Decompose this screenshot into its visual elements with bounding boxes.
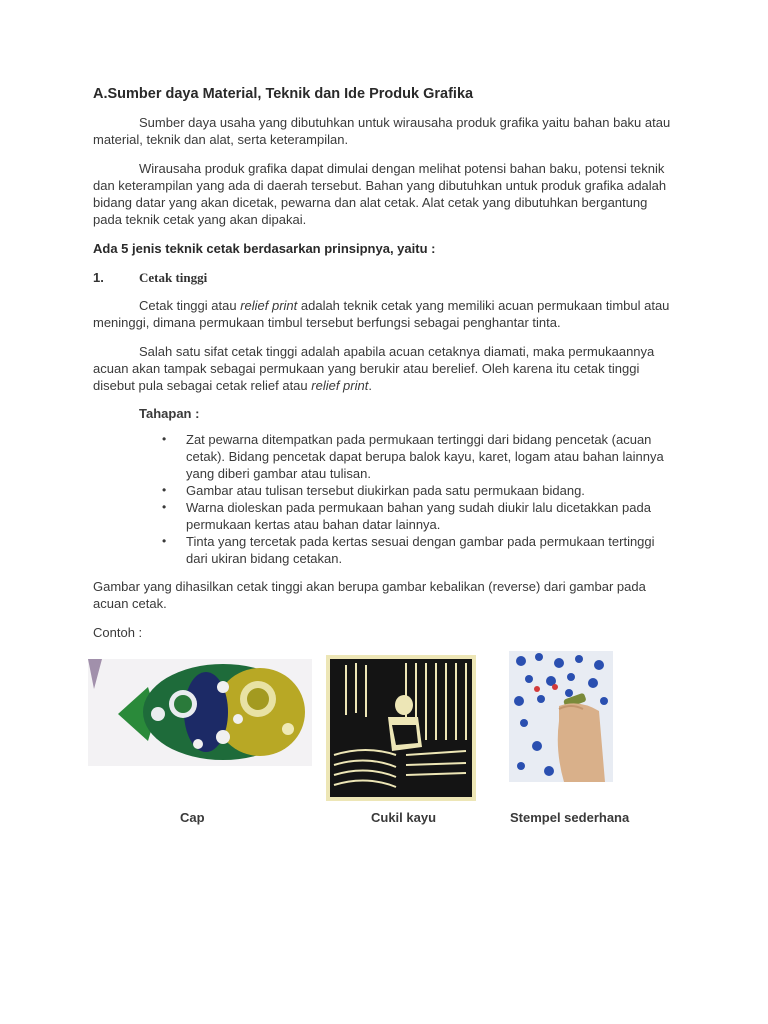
steps-list — [93, 431, 678, 567]
contoh-label: Contoh : — [93, 625, 143, 640]
list-item: • Warna dioleskan pada permukaan bahan yang sudah diukir lalu dicetakkan pada permukaan kertas atau bahan datar lainnya. — [186, 499, 678, 533]
paragraph-sumber-daya: Sumber daya usaha yang dibutuhkan untuk wirausaha produk grafika yaitu bahan baku atau material, teknik dan alat, serta keterampilan. — [93, 115, 671, 147]
list-item: • Zat pewarna ditempatkan pada permukaan tertinggi dari bidang pencetak (acuan cetak). Bidang pencetak dapat berupa balok kayu, karet, logam atau bahan lainnya yang diberi gambar atau tulisan. — [186, 431, 678, 482]
tahapan-label: Tahapan : — [139, 406, 200, 421]
document-page — [93, 86, 678, 641]
hand-stamp-image — [509, 651, 613, 782]
text-run: Cetak tinggi atau — [139, 298, 241, 313]
italic-term: relief print — [240, 298, 298, 313]
paragraph-wirausaha: Wirausaha produk grafika dapat dimulai dengan melihat potensi bahan baku, potensi teknik dan keterampilan yang ada di daerah tersebut. Bahan yang dibutuhkan untuk produk grafika adalah bidang datar yang akan dicetak, pewarna dan alat cetak. Alat cetak yang dibutuhkan bergantung pada teknik cetak yang akan dipakai. — [93, 161, 667, 227]
list-item: • Gambar atau tulisan tersebut diukirkan pada satu permukaan bidang. — [186, 482, 678, 499]
section-number: 1. — [93, 270, 104, 285]
document-title: A.Sumber daya Material, Teknik dan Ide Produk Grafika — [93, 86, 474, 102]
text-run: adalah teknik cetak yang memiliki acuan permukaan timbul atau meninggi, dimana permukaan timbul tersebut berfungsi sebagai penghantar tinta. — [93, 298, 670, 330]
caption-cap: Cap — [180, 810, 205, 825]
section-heading-cetak-tinggi — [93, 270, 678, 286]
caption-cukil-kayu: Cukil kayu — [371, 810, 437, 825]
woodcut-image — [326, 655, 476, 801]
paragraph-reverse: Gambar yang dihasilkan cetak tinggi akan berupa gambar kebalikan (reverse) dari gambar pada acuan cetak. — [93, 579, 646, 611]
text-run: Salah satu sifat cetak tinggi adalah apabila acuan cetaknya diamati, maka permukaannya acuan akan tampak sebagai permukaan yang berukir atau berelief. Oleh karena itu cetak tinggi disebut pula sebagai cetak relief atau — [93, 344, 655, 393]
paragraph-cetak-tinggi — [93, 297, 678, 331]
paragraph-sifat-cetak — [93, 343, 678, 394]
text-run: . — [368, 378, 372, 393]
italic-term: relief print — [311, 378, 369, 393]
paragraph-jenis-teknik: Ada 5 jenis teknik cetak berdasarkan prinsipnya, yaitu : — [93, 241, 436, 256]
fish-stamp-image — [88, 659, 312, 766]
list-item: • Tinta yang tercetak pada kertas sesuai dengan gambar pada permukaan tertinggi dari ukiran bidang cetakan. — [186, 533, 678, 567]
caption-stempel-sederhana: Stempel sederhana — [510, 810, 630, 825]
section-label: Cetak tinggi — [139, 270, 208, 285]
